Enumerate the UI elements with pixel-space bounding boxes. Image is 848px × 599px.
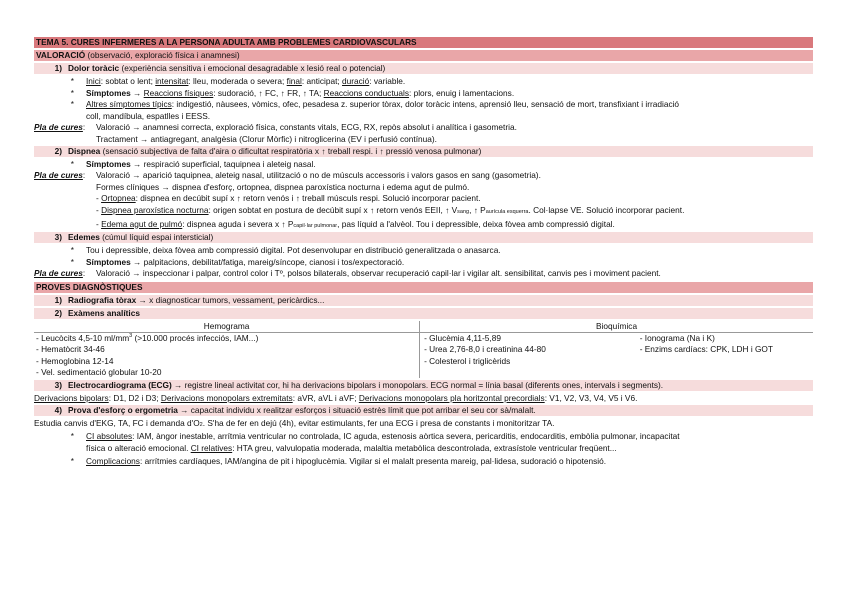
text: : D1, D2 i D3; xyxy=(108,393,161,404)
item-number: 1) xyxy=(54,294,62,305)
table-cell xyxy=(638,332,813,378)
term: Dispnea paroxística nocturna xyxy=(101,204,209,215)
text: → palpitacions, debilitat/fatiga, mareig/síncope, cianosi i tos/expectoració. xyxy=(130,256,405,267)
esforc-description xyxy=(34,418,813,432)
list-item xyxy=(34,245,813,257)
term: Altres símptomes típics xyxy=(86,99,172,110)
lab-value xyxy=(36,333,419,344)
term: Complicacions xyxy=(86,456,140,467)
text: - Leucòcits 4,5-10 ml/mm xyxy=(36,332,130,343)
lab-values-table xyxy=(34,321,813,378)
text: : IAM, àngor inestable, arrítmia ventricular no controlada, IC aguda, estenosis aòrtica severa, pericarditis, endocarditis, embòlia pulmonar, incapacitat xyxy=(132,431,680,442)
text: (>10.000 procés infecciós, IAM...) xyxy=(132,332,259,343)
lab-value: - Hemoglobina 12-14 xyxy=(36,355,114,366)
text: → respiració superficial, taquipnea i aleteig nasal. xyxy=(130,158,316,169)
bullet-marker: * xyxy=(70,456,74,467)
dash-marker: - xyxy=(96,218,99,229)
list-item-continuation xyxy=(34,443,813,455)
care-plan-text: Formes clíniques → dispnea d'esforç, ortopnea, dispnea paroxística nocturna i edema agut de pulmó. xyxy=(96,181,470,192)
lab-value: - Colesterol i triglicèrids xyxy=(424,355,511,366)
care-plan-text: Valoració → inspeccionar i palpar, control color i Tº, polsos bilaterals, observar recuperació capil·lar i vigilar alt. sensibilitat, canvis pes i moviment pacient. xyxy=(96,268,661,279)
bullet-marker: * xyxy=(70,158,74,169)
document-page xyxy=(34,37,813,468)
lab-value: - Ionograma (Na i K) xyxy=(639,332,715,343)
care-plan xyxy=(34,268,813,280)
subsection-title: Exàmens analítics xyxy=(68,307,140,318)
subsection-note: → registre lineal activitat cor, hi ha derivacions bipolars i monopolars. ECG normal = línia basal (diferents ones, intervals i segments). xyxy=(171,380,664,391)
care-plan-text: Valoració → anamnesi correcta, exploració física, constants vitals, ECG, RX, repòs absolut i analítica i gasometria. xyxy=(96,122,517,133)
text: : plors, enuig i lamentacions. xyxy=(408,87,515,98)
bullet-marker: * xyxy=(70,245,74,256)
text: Tou i depressible, deixa fòvea amb compressió digital. Pot desenvolupar en distribució generalitzada o anasarca. xyxy=(86,245,501,256)
text: : xyxy=(82,170,86,181)
term: CI relatives xyxy=(190,442,233,453)
subsection-title: Dispnea xyxy=(68,145,101,156)
subscript: 2 xyxy=(199,421,203,428)
list-item xyxy=(34,456,813,468)
list-item xyxy=(34,219,813,233)
subsection-note: (cúmul líquid espai intersticial) xyxy=(99,232,214,243)
subsection-title: Radiografia tòrax xyxy=(68,294,137,305)
subscript: capil·lar pulmonar xyxy=(293,222,338,229)
document-title: TEMA 5. CURES INFERMERES A LA PERSONA ADULTA AMB PROBLEMES CARDIOVASCULARS xyxy=(34,37,813,48)
text: : dispnea aguda i severa x ↑ P xyxy=(182,218,294,229)
item-number: 3) xyxy=(54,380,62,391)
superscript: 3 xyxy=(129,333,133,340)
text: : arrítmies cardíaques, IAM/angina de pit i hipoglucèmia. Vigilar si el malalt presenta mareig, pal·lidesa, sudoració o hipotensió. xyxy=(139,456,607,467)
table-header: Hemograma xyxy=(34,321,420,333)
bullet-marker: * xyxy=(70,256,74,267)
text: , pas líquid a l'alvèol. Tou i depressible, deixa fòvea amb compressió digital. xyxy=(337,218,615,229)
text: : sudoració, ↑ FC, ↑ FR, ↑ TA; xyxy=(213,87,324,98)
term: CI absolutes xyxy=(86,431,133,442)
table-cell xyxy=(34,332,420,378)
section-note: (observació, exploració física i anamnesi) xyxy=(85,50,240,60)
term: Ortopnea xyxy=(101,193,136,204)
section-title: VALORACIÓ xyxy=(36,50,86,60)
ecg-derivations xyxy=(34,393,813,405)
subsection-rx-heading xyxy=(34,295,813,306)
list-item xyxy=(34,193,813,205)
care-plan xyxy=(34,122,813,134)
subsection-title: Prova d'esforç o ergometria xyxy=(68,404,178,415)
lab-value: - Enzims cardíacs: CPK, LDH i GOT xyxy=(639,344,773,355)
section-title: PROVES DIAGNÒSTIQUES xyxy=(36,281,143,292)
term: Símptomes xyxy=(86,87,131,98)
list-item xyxy=(34,159,813,171)
subsection-analitics-heading xyxy=(34,308,813,319)
list-item xyxy=(34,76,813,88)
text: : dispnea en decúbit supí x ↑ retorn venós i ↑ treball músculs respi. Solució incorporar pacient. xyxy=(135,193,481,204)
subsection-title: Dolor toràcic xyxy=(68,63,120,73)
text: , ↑ P xyxy=(469,204,486,215)
subsection-dispnea-heading xyxy=(34,146,813,157)
subsection-note: → capacitat individu x realitzar esforços i situació estrès límit que pot arribar el seu cor sà/malalt. xyxy=(177,404,536,415)
subsection-edemes-heading xyxy=(34,232,813,243)
bullet-marker: * xyxy=(70,87,74,98)
list-item xyxy=(34,431,813,443)
table-header: Bioquímica xyxy=(420,321,813,333)
text: : xyxy=(82,122,86,133)
text: . S'ha de fer en dejú (4h), evitar estimulants, fer una ECG i presa de constants i monitoritzar TA. xyxy=(202,417,555,428)
care-plan-text: Tractament → antiagregant, analgèsia (Clorur Mòrfic) i nitroglicerina (EV i perfusió contínua). xyxy=(96,133,437,144)
lab-value: - Glucèmia 4,11-5,89 xyxy=(424,332,501,343)
text: : sobtat o lent; xyxy=(100,76,156,86)
item-number: 4) xyxy=(54,404,62,415)
item-number: 2) xyxy=(54,307,62,318)
bullet-marker: * xyxy=(70,76,74,86)
term: intensitat xyxy=(155,76,189,86)
dash-marker: - xyxy=(96,193,99,204)
lab-value: - Hematòcrit 34-46 xyxy=(36,344,105,355)
text: física o alteració emocional. xyxy=(86,442,191,453)
list-item-continuation: coll, mandíbula, espatlles i EESS. xyxy=(86,110,211,121)
text: : indigestió, nàusees, vòmics, ofec, pesadesa z. superior tòrax, dolor toràcic intens, aprensió lleu, sensació de mort, transfixiant i irradiació xyxy=(171,99,680,110)
text: : aVR, aVL i aVF; xyxy=(292,393,359,404)
text: : anticipat; xyxy=(301,76,343,86)
subsection-note: (experiència sensitiva i emocional desagradable x lesió real o potencial) xyxy=(119,63,386,73)
bullet-marker: * xyxy=(70,99,74,110)
text: : lleu, moderada o severa; xyxy=(188,76,287,86)
term: Reaccions físiques xyxy=(143,87,214,98)
subsection-note: (sensació subjectiva de falta d'aira o dificultat respiratòria x ↑ treball respi. i ↑ pressió venosa pulmonar) xyxy=(100,145,482,156)
text: : origen sobtat en postura de decúbit supí x ↑ retorn venós EEII, ↑ V xyxy=(208,204,458,215)
list-item xyxy=(34,205,813,219)
text: Estudia canvis d'EKG, TA, FC i demanda d'O xyxy=(34,417,200,428)
care-plan-label: Pla de cures xyxy=(34,268,83,279)
term: Derivacions monopolars pla horitzontal precordials xyxy=(358,393,545,404)
term: final xyxy=(286,76,302,86)
list-item xyxy=(34,257,813,269)
care-plan-text: Valoració → aparició taquipnea, aleteig nasal, utilització o no de músculs accessoris i valors gasos en sang (gasometria). xyxy=(96,170,541,181)
subsection-title: Edemes xyxy=(68,232,100,243)
term: Edema agut de pulmó xyxy=(101,218,183,229)
subsection-esforc-heading xyxy=(34,405,813,416)
text: → xyxy=(130,87,144,98)
subsection-title: Electrocardiograma (ECG) xyxy=(68,380,172,391)
text: . Col·lapse VE. Solució incorporar pacient. xyxy=(528,204,685,215)
list-item xyxy=(34,99,813,111)
dash-marker: - xyxy=(96,204,99,215)
text: : HTA greu, valvulopatia moderada, malaltia metabòlica descontrolada, extrasístole ventricular freqüent... xyxy=(232,442,617,453)
subsection-dolor-heading xyxy=(34,63,813,74)
subsection-note: → x diagnosticar tumors, vessament, pericàrdics... xyxy=(136,294,325,305)
table-cell xyxy=(420,332,638,378)
subscript: sang xyxy=(457,208,470,215)
term: Derivacions bipolars xyxy=(34,393,109,404)
item-number: 2) xyxy=(54,145,62,156)
lab-value: - Vel. sedimentació globular 10-20 xyxy=(36,366,162,377)
term: Derivacions monopolars extremitats xyxy=(160,393,293,404)
section-proves-heading xyxy=(34,282,813,293)
term: Inici xyxy=(86,76,101,86)
bullet-marker: * xyxy=(70,431,74,442)
term: Símptomes xyxy=(86,158,131,169)
list-item xyxy=(34,88,813,100)
care-plan-label: Pla de cures xyxy=(34,170,83,181)
care-plan-label: Pla de cures xyxy=(34,122,83,133)
item-number: 3) xyxy=(54,232,62,243)
term: Símptomes xyxy=(86,256,131,267)
text: : variable. xyxy=(369,76,406,86)
term: duració xyxy=(342,76,370,86)
text: : V1, V2, V3, V4, V5 i V6. xyxy=(544,393,638,404)
section-valoracio-heading xyxy=(34,50,813,61)
lab-value: - Urea 2,76-8,0 i creatinina 44-80 xyxy=(424,344,546,355)
subsection-ecg-heading xyxy=(34,380,813,391)
text: : xyxy=(82,268,86,279)
subscript: aurícula esquerra xyxy=(485,208,529,215)
term: Reaccions conductuals xyxy=(323,87,409,98)
care-plan xyxy=(34,170,813,182)
item-number: 1) xyxy=(54,63,62,73)
